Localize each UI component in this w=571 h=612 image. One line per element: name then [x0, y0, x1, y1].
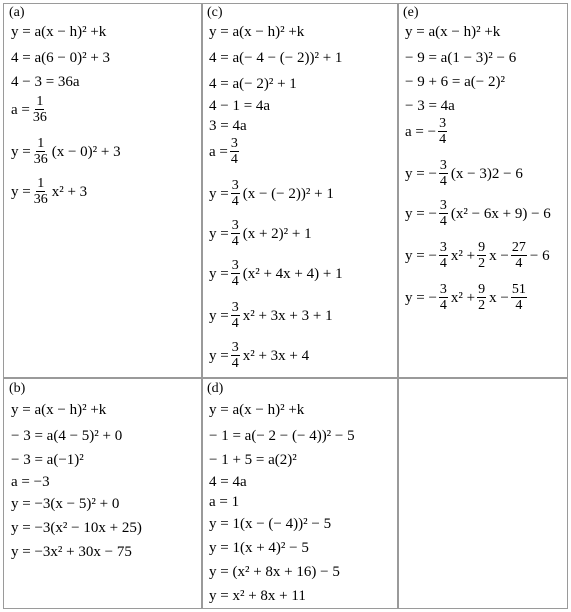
- equation-rest: (x − (− 2))² + 1: [242, 185, 334, 202]
- fraction: [33, 136, 49, 167]
- cell-d-line-8: y = (x² + 8x + 16) − 5: [209, 564, 340, 580]
- denominator: 36: [33, 192, 48, 207]
- numerator: 1: [37, 176, 45, 191]
- equation-prefix: y = −: [405, 205, 437, 222]
- denominator: 4: [230, 152, 238, 167]
- equation-prefix: y =: [209, 265, 229, 282]
- denominator: 4: [231, 274, 239, 289]
- cell-d-label: (d): [207, 381, 224, 396]
- fraction: [511, 240, 527, 271]
- equation-prefix: y =: [209, 307, 229, 324]
- cell-e-line-4: − 3 = 4a: [405, 98, 455, 114]
- cell-c-line-10: [209, 300, 333, 331]
- cell-b-line-4: a = −3: [11, 474, 50, 490]
- fraction: [231, 300, 240, 331]
- fraction: [477, 240, 486, 271]
- fraction: [439, 240, 448, 271]
- numerator: 3: [231, 178, 239, 193]
- fraction: [511, 282, 527, 313]
- equation-prefix: y = −: [405, 165, 437, 182]
- equation-rest: x −: [489, 247, 509, 264]
- cell-e-line-8: [405, 240, 550, 271]
- cell-d-line-2: − 1 = a(− 2 − (− 4))² − 5: [209, 428, 355, 444]
- cell-c-line-3: 4 = a(− 2)² + 1: [209, 76, 297, 92]
- numerator: 3: [439, 240, 447, 255]
- numerator: 3: [231, 218, 239, 233]
- equation-prefix: y =: [209, 225, 229, 242]
- equation-prefix: a =: [11, 101, 30, 118]
- equation-prefix: a = −: [405, 123, 437, 140]
- cell-c-line-7: [209, 178, 334, 209]
- cell-a-line-5: [11, 136, 121, 167]
- cell-c-line-2: 4 = a(− 4 − (− 2))² + 1: [209, 50, 343, 66]
- fraction: [439, 158, 448, 189]
- cell-b-label: (b): [9, 381, 26, 396]
- cell-e-label: (e): [403, 5, 419, 20]
- cell-a-line-4: [11, 94, 50, 125]
- numerator: 3: [231, 340, 239, 355]
- equation-prefix: y =: [209, 347, 229, 364]
- cell-empty: [397, 377, 568, 609]
- numerator: 3: [439, 282, 447, 297]
- cell-c-line-1: y = a(x − h)² +k: [209, 24, 305, 40]
- cell-e-line-9: [405, 282, 529, 313]
- fraction: [439, 282, 448, 313]
- cell-b-line-2: − 3 = a(4 − 5)² + 0: [11, 428, 123, 444]
- equation-rest: (x² − 6x + 9) − 6: [450, 205, 551, 222]
- cell-e-line-1: y = a(x − h)² +k: [405, 24, 501, 40]
- cell-b-line-7: y = −3x² + 30x − 75: [11, 544, 132, 560]
- equation-prefix: y =: [11, 143, 31, 160]
- cell-b-line-1: y = a(x − h)² +k: [11, 402, 107, 418]
- cell-d-line-3: − 1 + 5 = a(2)²: [209, 452, 297, 468]
- cell-d-line-1: y = a(x − h)² +k: [209, 402, 305, 418]
- numerator: 3: [439, 158, 447, 173]
- fraction: [231, 340, 240, 371]
- equation-prefix: y =: [209, 185, 229, 202]
- fraction: [231, 178, 240, 209]
- denominator: 2: [478, 256, 486, 271]
- cell-c-label: (c): [207, 5, 223, 20]
- equation-rest: − 6: [529, 247, 550, 264]
- cell-c-line-6: [209, 136, 241, 167]
- cell-a-line-3: 4 − 3 = 36a: [11, 74, 80, 90]
- fraction: [231, 218, 240, 249]
- cell-e-line-7: [405, 198, 551, 229]
- equation-rest: x² +: [450, 289, 476, 306]
- numerator: 3: [230, 136, 238, 151]
- denominator: 36: [33, 152, 48, 167]
- equation-rest: x² + 3: [51, 183, 88, 200]
- equation-prefix: a =: [209, 143, 228, 160]
- cell-a-line-2: 4 = a(6 − 0)² + 3: [11, 50, 111, 66]
- cell-e-line-3: − 9 + 6 = a(− 2)²: [405, 74, 505, 90]
- denominator: 4: [439, 298, 447, 313]
- cell-d-line-5: a = 1: [209, 494, 240, 510]
- numerator: 3: [439, 116, 447, 131]
- denominator: 4: [515, 298, 523, 313]
- numerator: 3: [439, 198, 447, 213]
- denominator: 2: [478, 298, 486, 313]
- cell-e-line-2: − 9 = a(1 − 3)² − 6: [405, 50, 517, 66]
- fraction: [439, 198, 448, 229]
- equation-rest: (x + 2)² + 1: [242, 225, 312, 242]
- equation-rest: x −: [489, 289, 509, 306]
- denominator: 4: [439, 132, 447, 147]
- equation-rest: x² + 3x + 3 + 1: [242, 307, 333, 324]
- equation-prefix: y = −: [405, 247, 437, 264]
- numerator: 3: [231, 300, 239, 315]
- cell-c-line-11: [209, 340, 309, 371]
- denominator: 4: [439, 174, 447, 189]
- cell-b-line-6: y = −3(x² − 10x + 25): [11, 520, 142, 536]
- cell-a-label: (a): [9, 5, 25, 20]
- denominator: 4: [231, 194, 239, 209]
- cell-c-line-5: 3 = 4a: [209, 118, 247, 134]
- cell-d-line-7: y = 1(x + 4)² − 5: [209, 540, 309, 556]
- equation-rest: (x² + 4x + 4) + 1: [242, 265, 343, 282]
- denominator: 4: [439, 256, 447, 271]
- numerator: 9: [478, 282, 486, 297]
- fraction: [32, 94, 48, 125]
- denominator: 4: [231, 356, 239, 371]
- cell-c-line-4: 4 − 1 = 4a: [209, 98, 271, 114]
- numerator: 1: [36, 94, 44, 109]
- fraction: [438, 116, 447, 147]
- equation-prefix: y = −: [405, 289, 437, 306]
- fraction: [477, 282, 486, 313]
- cell-b-line-5: y = −3(x − 5)² + 0: [11, 496, 120, 512]
- fraction: [230, 136, 239, 167]
- numerator: 27: [511, 240, 526, 255]
- equation-rest: (x − 3)2 − 6: [450, 165, 523, 182]
- denominator: 4: [231, 316, 239, 331]
- numerator: 51: [511, 282, 526, 297]
- cell-e-line-5: [405, 116, 449, 147]
- numerator: 9: [478, 240, 486, 255]
- denominator: 4: [515, 256, 523, 271]
- cell-a-line-1: y = a(x − h)² +k: [11, 24, 107, 40]
- cell-a-line-6: [11, 176, 87, 207]
- equation-rest: (x − 0)² + 3: [51, 143, 121, 160]
- cell-b-line-3: − 3 = a(−1)²: [11, 452, 84, 468]
- denominator: 4: [439, 214, 447, 229]
- numerator: 1: [37, 136, 45, 151]
- equation-rest: x² + 3x + 4: [242, 347, 310, 364]
- cell-c-line-8: [209, 218, 312, 249]
- cell-e-line-6: [405, 158, 523, 189]
- denominator: 4: [231, 234, 239, 249]
- cell-d-line-6: y = 1(x − (− 4))² − 5: [209, 516, 332, 532]
- denominator: 36: [32, 110, 47, 125]
- cell-c-line-9: [209, 258, 343, 289]
- fraction: [33, 176, 49, 207]
- numerator: 3: [231, 258, 239, 273]
- fraction: [231, 258, 240, 289]
- equation-prefix: y =: [11, 183, 31, 200]
- cell-d-line-4: 4 = 4a: [209, 474, 247, 490]
- equation-rest: x² +: [450, 247, 476, 264]
- cell-d-line-9: y = x² + 8x + 11: [209, 588, 306, 604]
